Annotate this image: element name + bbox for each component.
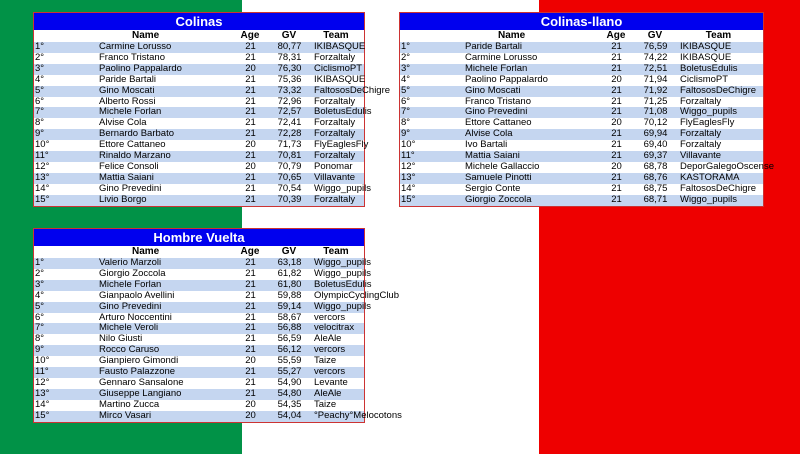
cell-gv: 54,04	[270, 411, 308, 422]
cell-pos: 3°	[34, 280, 66, 291]
cell-gv: 69,37	[636, 151, 674, 162]
cell-team: FaltososDeChigre	[674, 86, 763, 97]
cell-pos: 14°	[35, 398, 50, 410]
cell-age: 21	[596, 173, 636, 184]
cell-name: Ettore Cattaneo	[465, 117, 532, 129]
cell-name: Alvise Cola	[432, 129, 596, 140]
cell-gv: 72,57	[270, 107, 308, 118]
cell-team: FlyEaglesFly	[680, 117, 735, 129]
cell-name: Gino Prevedini	[66, 302, 230, 313]
cell-team: OlympicCyclingClub	[314, 289, 399, 301]
cell-gv: 80,77	[270, 42, 308, 53]
cell-gv: 69,40	[643, 139, 668, 151]
cell-pos: 2°	[35, 267, 45, 279]
cell-age: 20	[611, 160, 622, 172]
table-row	[34, 195, 364, 206]
cell-age: 20	[230, 411, 270, 422]
cell-pos: 8°	[35, 333, 45, 345]
cell-name: Michele Forlan	[432, 64, 596, 75]
cell-age: 21	[230, 323, 270, 334]
column-header-age: Age	[606, 30, 626, 41]
cell-gv: 71,92	[636, 86, 674, 97]
cell-gv: 73,32	[270, 86, 308, 97]
cell-name: Alberto Rossi	[99, 95, 156, 107]
cell-team: CiclismoPT	[680, 73, 729, 85]
cell-name: Gino Prevedini	[432, 107, 596, 118]
cell-pos: 15°	[34, 411, 66, 422]
cell-name: Livio Borgo	[66, 195, 230, 206]
cell-pos: 5°	[400, 86, 432, 97]
cell-team: FaltososDeChigre	[308, 86, 364, 97]
cell-age: 21	[230, 173, 270, 184]
cell-team: BoletusEdulis	[308, 107, 364, 118]
table-colinas-llano	[399, 12, 774, 207]
cell-age: 20	[611, 117, 622, 129]
cell-age: 20	[245, 139, 256, 151]
cell-pos: 1°	[400, 42, 432, 53]
cell-age: 21	[230, 280, 270, 291]
cell-pos: 1°	[34, 42, 66, 53]
cell-pos: 8°	[35, 117, 45, 129]
cell-name: Gino Moscati	[66, 86, 230, 97]
cell-pos: 15°	[400, 195, 432, 206]
cell-pos: 8°	[401, 117, 411, 129]
cell-pos: 7°	[400, 107, 432, 118]
cell-gv: 70,79	[277, 160, 302, 172]
cell-age: 20	[245, 355, 256, 367]
cell-name: Gianpiero Gimondi	[99, 355, 179, 367]
cell-gv: 68,76	[636, 173, 674, 184]
cell-pos: 3°	[34, 64, 66, 75]
cell-pos: 3°	[400, 64, 432, 75]
cell-name: Carmine Lorusso	[465, 51, 538, 63]
cell-gv: 70,54	[277, 182, 302, 194]
cell-name: Michele Veroli	[66, 323, 230, 334]
cell-team: IKIBASQUE	[674, 42, 763, 53]
cell-gv: 76,30	[270, 64, 308, 75]
column-header-gv: GV	[281, 30, 297, 41]
cell-team: vercors	[308, 367, 364, 378]
cell-age: 21	[245, 267, 256, 279]
cell-team: Taize	[314, 355, 337, 367]
cell-team: Ponomar	[314, 160, 353, 172]
cell-gv: 54,35	[277, 398, 302, 410]
cell-pos: 11°	[34, 367, 66, 378]
cell-name: Gennaro Sansalone	[99, 376, 184, 388]
cell-gv: 70,81	[270, 151, 308, 162]
cell-pos: 6°	[401, 95, 411, 107]
cell-team: BoletusEdulis	[674, 64, 763, 75]
cell-gv: 70,12	[643, 117, 668, 129]
cell-pos: 15°	[34, 195, 66, 206]
cell-age: 21	[230, 129, 270, 140]
cell-gv: 72,28	[270, 129, 308, 140]
cell-pos: 14°	[35, 182, 50, 194]
cell-name: Mattia Saiani	[66, 173, 230, 184]
cell-name: Franco Tristano	[465, 95, 531, 107]
cell-gv: 56,59	[277, 333, 302, 345]
cell-age: 21	[230, 42, 270, 53]
cell-name: Paolino Pappalardo	[66, 64, 230, 75]
cell-pos: 4°	[401, 73, 411, 85]
cell-name: Paride Bartali	[99, 73, 157, 85]
cell-gv: 55,27	[270, 367, 308, 378]
cell-pos: 10°	[401, 139, 416, 151]
cell-pos: 7°	[34, 323, 66, 334]
cell-gv: 71,73	[277, 139, 302, 151]
cell-gv: 58,67	[277, 311, 302, 323]
cell-name: Paolino Pappalardo	[465, 73, 548, 85]
cell-gv: 74,22	[643, 51, 668, 63]
cell-pos: 12°	[401, 160, 416, 172]
cell-age: 21	[230, 195, 270, 206]
cell-gv: 70,39	[270, 195, 308, 206]
cell-team: vercors	[314, 311, 346, 323]
column-header-gv: GV	[647, 30, 663, 41]
cell-gv: 61,80	[270, 280, 308, 291]
cell-name: Bernardo Barbato	[66, 129, 230, 140]
cell-name: Paride Bartali	[432, 42, 596, 53]
column-header-name: Name	[132, 30, 160, 41]
cell-age: 20	[245, 160, 256, 172]
cell-name: Fausto Palazzone	[66, 367, 230, 378]
cell-name: Franco Tristano	[99, 51, 165, 63]
cell-name: Ettore Cattaneo	[99, 139, 166, 151]
cell-age: 21	[611, 51, 622, 63]
cell-team: Forzaltaly	[308, 195, 364, 206]
cell-name: Valerio Marzoli	[66, 258, 230, 269]
cell-team: Taize	[314, 398, 337, 410]
column-header-age: Age	[240, 30, 260, 41]
cell-age: 21	[245, 311, 256, 323]
cell-team: Forzaltaly	[314, 95, 356, 107]
cell-team: IKIBASQUE	[308, 42, 364, 53]
column-header-team: Team	[705, 30, 732, 41]
cell-pos: 1°	[34, 258, 66, 269]
cell-team: Wiggo_pupils	[314, 267, 372, 279]
table-title: Colinas	[34, 13, 364, 30]
cell-age: 21	[596, 107, 636, 118]
cell-age: 20	[245, 398, 256, 410]
cell-name: Gianpaolo Avellini	[99, 289, 175, 301]
cell-team: Forzaltaly	[674, 129, 763, 140]
cell-gv: 68,75	[643, 182, 668, 194]
cell-pos: 14°	[401, 182, 416, 194]
cell-team: Forzaltaly	[680, 139, 722, 151]
cell-age: 21	[596, 195, 636, 206]
cell-age: 21	[611, 182, 622, 194]
cell-age: 21	[596, 151, 636, 162]
ranking-table	[34, 30, 391, 206]
cell-name: Giuseppe Langiano	[66, 389, 230, 400]
cell-name: Carmine Lorusso	[66, 42, 230, 53]
cell-age: 21	[245, 73, 256, 85]
cell-pos: 7°	[34, 107, 66, 118]
table-hombre-vuelta	[33, 228, 402, 423]
cell-gv: 72,51	[636, 64, 674, 75]
cell-pos: 5°	[34, 86, 66, 97]
cell-gv: 61,82	[277, 267, 302, 279]
cell-age: 21	[230, 367, 270, 378]
cell-name: Giorgio Zoccola	[432, 195, 596, 206]
cell-team: Forzaltaly	[314, 117, 356, 129]
cell-gv: 75,36	[277, 73, 302, 85]
cell-age: 21	[230, 389, 270, 400]
cell-pos: 12°	[35, 376, 50, 388]
cell-gv: 72,41	[277, 117, 302, 129]
column-header-name: Name	[498, 30, 526, 41]
table-row	[34, 302, 364, 313]
cell-gv: 68,78	[643, 160, 668, 172]
cell-gv: 56,88	[270, 323, 308, 334]
cell-age: 21	[611, 95, 622, 107]
cell-age: 21	[245, 95, 256, 107]
cell-gv: 78,31	[277, 51, 302, 63]
cell-pos: 6°	[35, 311, 45, 323]
cell-name: Samuele Pinotti	[432, 173, 596, 184]
cell-team: AleAle	[314, 333, 342, 345]
cell-team: Villavante	[308, 173, 364, 184]
cell-team: Forzaltaly	[314, 51, 356, 63]
column-header-team: Team	[323, 30, 349, 41]
cell-team: Villavante	[674, 151, 763, 162]
table-colinas	[33, 12, 391, 207]
cell-age: 21	[230, 302, 270, 313]
cell-age: 21	[596, 86, 636, 97]
cell-pos: 4°	[35, 289, 45, 301]
column-header-team: Team	[323, 246, 349, 257]
cell-pos: 9°	[34, 345, 66, 356]
table-row	[34, 75, 364, 86]
cell-age: 21	[245, 51, 256, 63]
cell-team: Wiggo_pupils	[674, 107, 763, 118]
cell-pos: 9°	[34, 129, 66, 140]
cell-pos: 10°	[35, 139, 50, 151]
cell-name: Michele Forlan	[66, 107, 230, 118]
cell-name: Felice Consoli	[99, 160, 159, 172]
cell-pos: 12°	[35, 160, 50, 172]
cell-age: 21	[596, 64, 636, 75]
cell-age: 21	[230, 151, 270, 162]
cell-gv: 55,59	[277, 355, 302, 367]
table-row	[34, 86, 364, 97]
cell-team: Forzaltaly	[308, 129, 364, 140]
cell-pos: 4°	[35, 73, 45, 85]
cell-team: IKIBASQUE	[680, 51, 732, 63]
cell-pos: 9°	[400, 129, 432, 140]
cell-team: Forzaltaly	[308, 151, 364, 162]
cell-pos: 11°	[400, 151, 432, 162]
cell-name: Martino Zucca	[99, 398, 160, 410]
cell-name: Michele Gallaccio	[465, 160, 540, 172]
cell-name: Alvise Cola	[99, 117, 147, 129]
column-header-gv: GV	[281, 246, 297, 257]
cell-name: Rocco Caruso	[66, 345, 230, 356]
column-header-name: Name	[132, 246, 160, 257]
cell-age: 21	[245, 182, 256, 194]
cell-team: Wiggo_pupils	[674, 195, 763, 206]
cell-age: 21	[245, 333, 256, 345]
cell-gv: 63,18	[270, 258, 308, 269]
table-title: Hombre Vuelta	[34, 229, 364, 246]
cell-gv: 56,12	[270, 345, 308, 356]
cell-team: Levante	[314, 376, 348, 388]
cell-team: AleAle	[308, 389, 364, 400]
cell-gv: 59,88	[277, 289, 302, 301]
cell-age: 21	[230, 258, 270, 269]
cell-team: Forzaltaly	[680, 95, 722, 107]
cell-name: Rinaldo Marzano	[66, 151, 230, 162]
cell-team: CiclismoPT	[308, 64, 364, 75]
cell-pos: 2°	[401, 51, 411, 63]
cell-gv: 71,25	[643, 95, 668, 107]
ranking-table	[34, 246, 402, 422]
table-row	[34, 411, 364, 422]
cell-age: 21	[245, 289, 256, 301]
cell-team: DeporGalegoOscense	[680, 160, 774, 172]
cell-name: Sergio Conte	[465, 182, 521, 194]
cell-team: vercors	[308, 345, 364, 356]
table-row	[400, 195, 763, 206]
cell-name: Ivo Bartali	[465, 139, 508, 151]
cell-gv: 71,94	[643, 73, 668, 85]
cell-gv: 59,14	[270, 302, 308, 313]
cell-name: Mattia Saiani	[432, 151, 596, 162]
cell-age: 21	[596, 42, 636, 53]
cell-age: 21	[611, 139, 622, 151]
cell-team: Wiggo_pupils	[308, 258, 364, 269]
cell-team: FaltososDeChigre	[680, 182, 757, 194]
cell-pos: 13°	[34, 173, 66, 184]
cell-name: Gino Moscati	[432, 86, 596, 97]
cell-name: Nilo Giusti	[99, 333, 143, 345]
cell-gv: 70,65	[270, 173, 308, 184]
cell-gv: 54,90	[277, 376, 302, 388]
cell-name: Mirco Vasari	[66, 411, 230, 422]
cell-pos: 6°	[35, 95, 45, 107]
cell-age: 21	[596, 129, 636, 140]
cell-gv: 54,80	[270, 389, 308, 400]
cell-pos: 11°	[34, 151, 66, 162]
ranking-table	[400, 30, 774, 206]
cell-team: KASTORAMA	[674, 173, 763, 184]
cell-team: BoletusEdulis	[308, 280, 364, 291]
cell-pos: 5°	[34, 302, 66, 313]
cell-gv: 76,59	[636, 42, 674, 53]
cell-age: 21	[230, 107, 270, 118]
cell-pos: 2°	[35, 51, 45, 63]
cell-age: 20	[230, 64, 270, 75]
cell-age: 20	[611, 73, 622, 85]
column-header-age: Age	[240, 246, 260, 257]
cell-gv: 68,71	[636, 195, 674, 206]
cell-team: Wiggo_pupils	[314, 182, 372, 194]
cell-age: 21	[245, 117, 256, 129]
cell-name: Giorgio Zoccola	[99, 267, 166, 279]
cell-age: 21	[230, 86, 270, 97]
cell-gv: 69,94	[636, 129, 674, 140]
cell-team: velocitrax	[308, 323, 364, 334]
table-row	[400, 86, 763, 97]
table-row	[400, 75, 763, 86]
cell-team: °Peachy°Melocotons	[308, 411, 364, 422]
cell-gv: 72,96	[277, 95, 302, 107]
cell-name: Arturo Noccentini	[99, 311, 172, 323]
cell-pos: 10°	[35, 355, 50, 367]
cell-pos: 13°	[400, 173, 432, 184]
cell-team: Wiggo_pupils	[308, 302, 364, 313]
cell-name: Gino Prevedini	[99, 182, 162, 194]
table-row	[34, 291, 364, 302]
table-title: Colinas-llano	[400, 13, 763, 30]
cell-age: 21	[245, 376, 256, 388]
cell-pos: 13°	[34, 389, 66, 400]
cell-gv: 71,08	[636, 107, 674, 118]
cell-age: 21	[230, 345, 270, 356]
cell-name: Michele Forlan	[66, 280, 230, 291]
cell-team: IKIBASQUE	[314, 73, 366, 85]
cell-team: FlyEaglesFly	[314, 139, 369, 151]
